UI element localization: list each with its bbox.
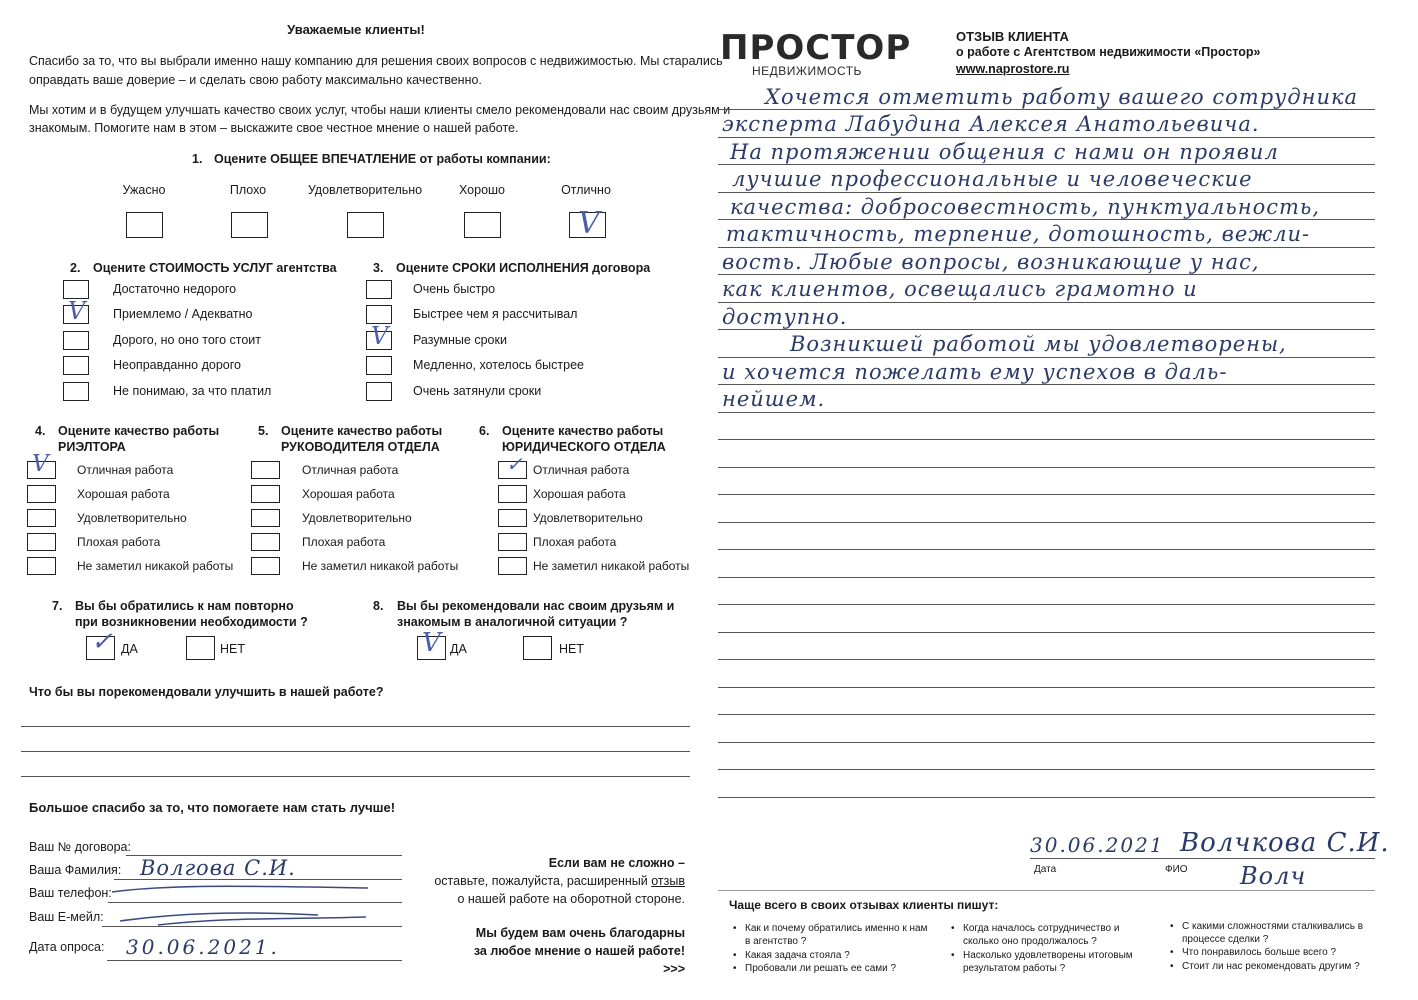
q5-checkbox-1[interactable] [251, 461, 280, 479]
website-link[interactable]: www.naprostore.ru [956, 62, 1070, 76]
intro-paragraph-1-line1: Спасибо за то, что вы выбрали именно нашу компанию для решения своих вопросов с недвижимостью. Мы старались [29, 54, 723, 68]
ruled-line-13 [718, 439, 1375, 440]
side-note-line5: за любое мнение о нашей работе! [473, 944, 685, 958]
handwritten-line-8: как клиентов, освещались грамотно и [722, 277, 1198, 301]
q3-option-5: Очень затянули сроки [413, 384, 542, 398]
q2-option-1: Достаточно недорого [113, 282, 237, 296]
q6-checkbox-3[interactable] [498, 509, 527, 527]
q1-option-good-label: Хорошо [458, 183, 506, 197]
q4-option-1: Отличная работа [77, 463, 174, 477]
ruled-line-10 [718, 357, 1375, 358]
ruled-line-5 [718, 219, 1375, 220]
q3-option-2: Быстрее чем я рассчитывал [413, 307, 578, 321]
q5-option-3: Удовлетворительно [302, 511, 412, 525]
intro-paragraph-2-line1: Мы хотим и в будущем улучшать качество своих услуг, чтобы наши клиенты смело рекомендовали нас своим друзьям и [29, 103, 731, 117]
thanks-text: Большое спасибо за то, что помогаете нам стать лучше! [29, 800, 396, 815]
ruled-line-15 [718, 494, 1375, 495]
fio-caption: ФИО [1165, 864, 1188, 875]
q1-option-excellent-label: Отлично [561, 183, 611, 197]
q3-option-1: Очень быстро [413, 282, 496, 296]
q6-line2: ЮРИДИЧЕСКОГО ОТДЕЛА [502, 440, 666, 454]
ruled-line-16 [718, 522, 1375, 523]
q7-checkmark: ✓ [91, 627, 113, 657]
tips-divider [718, 890, 1375, 891]
q5-line1: Оцените качество работы [281, 424, 443, 438]
q4-checkbox-2[interactable] [27, 485, 56, 503]
q5-line2: РУКОВОДИТЕЛЯ ОТДЕЛА [281, 440, 440, 454]
signature-autograph: Волч [1240, 862, 1307, 890]
q4-option-3: Удовлетворительно [77, 511, 187, 525]
q3-question: Оцените СРОКИ ИСПОЛНЕНИЯ договора [396, 261, 651, 275]
date-line[interactable] [107, 960, 402, 961]
q6-option-5: Не заметил никакой работы [533, 559, 690, 573]
ruled-line-12 [718, 412, 1375, 413]
review-subtitle: о работе с Агентством недвижимости «Простор» [956, 45, 1261, 59]
improve-line-3[interactable] [21, 776, 690, 777]
q5-checkbox-2[interactable] [251, 485, 280, 503]
q3-number: 3. [373, 261, 384, 275]
q4-option-4: Плохая работа [77, 535, 161, 549]
ruled-line-25 [718, 769, 1375, 770]
q2-question: Оцените СТОИМОСТЬ УСЛУГ агентства [93, 261, 337, 275]
q1-number: 1. [192, 152, 203, 166]
handwritten-line-10: Возникшей работой мы удовлетворены, [790, 332, 1287, 356]
q1-checkbox-satisfactory[interactable] [347, 212, 384, 238]
tip-col2-item2: • Насколько удовлетворены итоговым результатом работы ? [963, 949, 1153, 975]
q5-option-4: Плохая работа [302, 535, 386, 549]
surname-label: Ваша Фамилия: [29, 863, 122, 877]
q7-no-label: НЕТ [220, 642, 245, 656]
side-note-line2-text: оставьте, пожалуйста, расширенный [434, 874, 648, 888]
q8-checkmark: V [422, 628, 441, 658]
tip-col1-item2: • Какая задача стояла ? [745, 949, 930, 962]
signature-name: Волчкова С.И. [1180, 828, 1390, 858]
signature-date: 30.06.2021 [1030, 833, 1165, 857]
ruled-line-4 [718, 192, 1375, 193]
q5-option-2: Хорошая работа [302, 487, 395, 501]
intro-paragraph-1-line2: оправдать ваше доверие – и сделать свою работу максимально качественно. [29, 73, 482, 87]
q4-checkbox-3[interactable] [27, 509, 56, 527]
signature-line[interactable] [1030, 858, 1375, 859]
tips-title: Чаще всего в своих отзывах клиенты пишут: [729, 898, 999, 912]
handwritten-line-9: доступно. [722, 305, 848, 329]
q8-line2: знакомым в аналогичной ситуации ? [397, 615, 628, 629]
q5-option-5: Не заметил никакой работы [302, 559, 459, 573]
tip-col1-item3: • Пробовали ли решать ее сами ? [745, 962, 930, 975]
q5-number: 5. [258, 424, 269, 438]
q2-option-5: Не понимаю, за что платил [113, 384, 272, 398]
date-label: Дата опроса: [29, 940, 105, 954]
ruled-line-21 [718, 659, 1375, 660]
q4-line1: Оцените качество работы [58, 424, 220, 438]
date-caption: Дата [1034, 864, 1057, 875]
side-note-review-link: отзыв [651, 874, 685, 888]
q3-checkmark: V [371, 322, 389, 350]
q4-line2: РИЭЛТОРА [58, 440, 126, 454]
handwritten-line-4: лучшие профессиональные и человеческие [732, 167, 1253, 191]
q1-checkbox-bad[interactable] [231, 212, 268, 238]
email-scribble [118, 905, 368, 927]
q5-checkbox-3[interactable] [251, 509, 280, 527]
date-handwritten: 30.06.2021. [126, 935, 280, 959]
q3-option-4: Медленно, хотелось быстрее [413, 358, 584, 372]
q6-checkbox-5[interactable] [498, 557, 527, 575]
handwritten-line-12: нейшем. [722, 387, 826, 411]
q4-checkmark: V [32, 451, 49, 477]
q2-checkbox-5[interactable] [63, 382, 89, 401]
side-note-line4: Мы будем вам очень благодарны [475, 926, 685, 940]
q6-checkmark: ✓ [506, 452, 523, 476]
q8-no-label: НЕТ [559, 642, 584, 656]
ruled-line-23 [718, 714, 1375, 715]
ruled-line-19 [718, 604, 1375, 605]
tip-col2-item1: • Когда началось сотрудничество и сколько оно продолжалось ? [963, 922, 1153, 948]
improve-question: Что бы вы порекомендовали улучшить в нашей работе? [29, 685, 384, 699]
side-note-line2 [420, 874, 685, 888]
greeting: Уважаемые клиенты! [287, 22, 425, 37]
phone-line[interactable] [108, 902, 402, 903]
q1-option-bad-label: Плохо [229, 183, 267, 197]
q3-option-3: Разумные сроки [413, 333, 507, 347]
q3-checkbox-5[interactable] [366, 382, 392, 401]
q8-no-checkbox[interactable] [523, 636, 552, 660]
q8-number: 8. [373, 599, 384, 613]
ruled-line-2 [718, 137, 1375, 138]
q1-option-satisfactory-label: Удовлетворительно [307, 183, 423, 197]
ruled-line-18 [718, 577, 1375, 578]
phone-label: Ваш телефон: [29, 886, 112, 900]
ruled-line-6 [718, 247, 1375, 248]
intro-paragraph-2-line2: знакомым. Помогите нам в этом – выскажите свое честное мнение о нашей работе. [29, 121, 519, 135]
review-title: ОТЗЫВ КЛИЕНТА [956, 29, 1069, 44]
phone-scribble [110, 882, 370, 896]
side-note-line1: Если вам не сложно – [548, 856, 685, 870]
ruled-line-24 [718, 742, 1375, 743]
q7-line2: при возникновении необходимости ? [75, 615, 308, 629]
improve-line-1[interactable] [21, 726, 690, 727]
q1-question: Оцените ОБЩЕЕ ВПЕЧАТЛЕНИЕ от работы компании: [214, 152, 551, 166]
q2-checkmark: V [68, 297, 86, 325]
ruled-line-9 [718, 329, 1375, 330]
handwritten-line-3: На протяжении общения с нами он проявил [730, 140, 1279, 164]
q1-checkbox-terrible[interactable] [126, 212, 163, 238]
q6-checkbox-4[interactable] [498, 533, 527, 551]
surname-handwritten: Волгова С.И. [140, 856, 296, 880]
q6-option-1: Отличная работа [533, 463, 630, 477]
handwritten-line-2: эксперта Лабудина Алексея Анатольевича. [722, 112, 1260, 136]
q8-yes-label: ДА [450, 642, 467, 656]
contract-label: Ваш № договора: [29, 840, 131, 854]
ruled-line-22 [718, 687, 1375, 688]
q1-excellent-checkmark: V [578, 206, 600, 241]
improve-line-2[interactable] [21, 751, 690, 752]
tip-col3-item2: • Что понравилось больше всего ? [1182, 946, 1372, 959]
tip-col3-item1: • С какими сложностями сталкивались в процессе сделки ? [1182, 920, 1372, 946]
handwritten-line-1: Хочется отметить работу вашего сотрудника [765, 85, 1359, 109]
ruled-line-26 [718, 797, 1375, 798]
side-note-line3: о нашей работе на оборотной стороне. [457, 892, 685, 906]
q4-option-2: Хорошая работа [77, 487, 170, 501]
ruled-line-14 [718, 467, 1375, 468]
q6-number: 6. [479, 424, 490, 438]
tip-col1-item1: • Как и почему обратились именно к нам в агентство ? [745, 922, 930, 948]
q1-option-terrible-label: Ужасно [122, 183, 166, 197]
q6-line1: Оцените качество работы [502, 424, 664, 438]
q2-option-4: Неоправданно дорого [113, 358, 241, 372]
ruled-line-20 [718, 632, 1375, 633]
q7-no-checkbox[interactable] [186, 636, 215, 660]
ruled-line-1 [718, 109, 1375, 110]
company-logo: ПРОСТОР [720, 28, 912, 68]
ruled-line-11 [718, 384, 1375, 385]
q4-number: 4. [35, 424, 46, 438]
q2-option-3: Дорого, но оно того стоит [113, 333, 261, 347]
handwritten-line-7: вость. Любые вопросы, возникающие у нас, [722, 250, 1260, 274]
q2-number: 2. [70, 261, 81, 275]
q3-checkbox-1[interactable] [366, 280, 392, 299]
ruled-line-17 [718, 549, 1375, 550]
handwritten-line-5: качества: добросовестность, пунктуальность, [730, 195, 1320, 219]
q7-yes-label: ДА [121, 642, 138, 656]
company-logo-subtitle: НЕДВИЖИМОСТЬ [752, 64, 862, 78]
ruled-line-3 [718, 164, 1375, 165]
tip-col3-item3: • Стоит ли нас рекомендовать другим ? [1182, 960, 1372, 973]
q4-checkbox-4[interactable] [27, 533, 56, 551]
q6-option-4: Плохая работа [533, 535, 617, 549]
q2-checkbox-3[interactable] [63, 331, 89, 350]
q8-line1: Вы бы рекомендовали нас своим друзьям и [397, 599, 675, 613]
q7-number: 7. [52, 599, 63, 613]
q5-checkbox-4[interactable] [251, 533, 280, 551]
q3-checkbox-4[interactable] [366, 356, 392, 375]
q4-option-5: Не заметил никакой работы [77, 559, 234, 573]
ruled-line-7 [718, 274, 1375, 275]
handwritten-line-6: тактичность, терпение, дотошность, вежли- [726, 222, 1311, 246]
q1-checkbox-good[interactable] [464, 212, 501, 238]
q2-checkbox-4[interactable] [63, 356, 89, 375]
q4-checkbox-5[interactable] [27, 557, 56, 575]
q7-line1: Вы бы обратились к нам повторно [75, 599, 294, 613]
q5-option-1: Отличная работа [302, 463, 399, 477]
email-label: Ваш Е-мейл: [29, 910, 104, 924]
q6-checkbox-2[interactable] [498, 485, 527, 503]
handwritten-line-11: и хочется пожелать ему успехов в даль- [722, 360, 1228, 384]
q6-option-2: Хорошая работа [533, 487, 626, 501]
q2-option-2: Приемлемо / Адекватно [113, 307, 253, 321]
ruled-line-8 [718, 302, 1375, 303]
q6-option-3: Удовлетворительно [533, 511, 643, 525]
side-note-arrows: >>> [663, 962, 685, 976]
q5-checkbox-5[interactable] [251, 557, 280, 575]
